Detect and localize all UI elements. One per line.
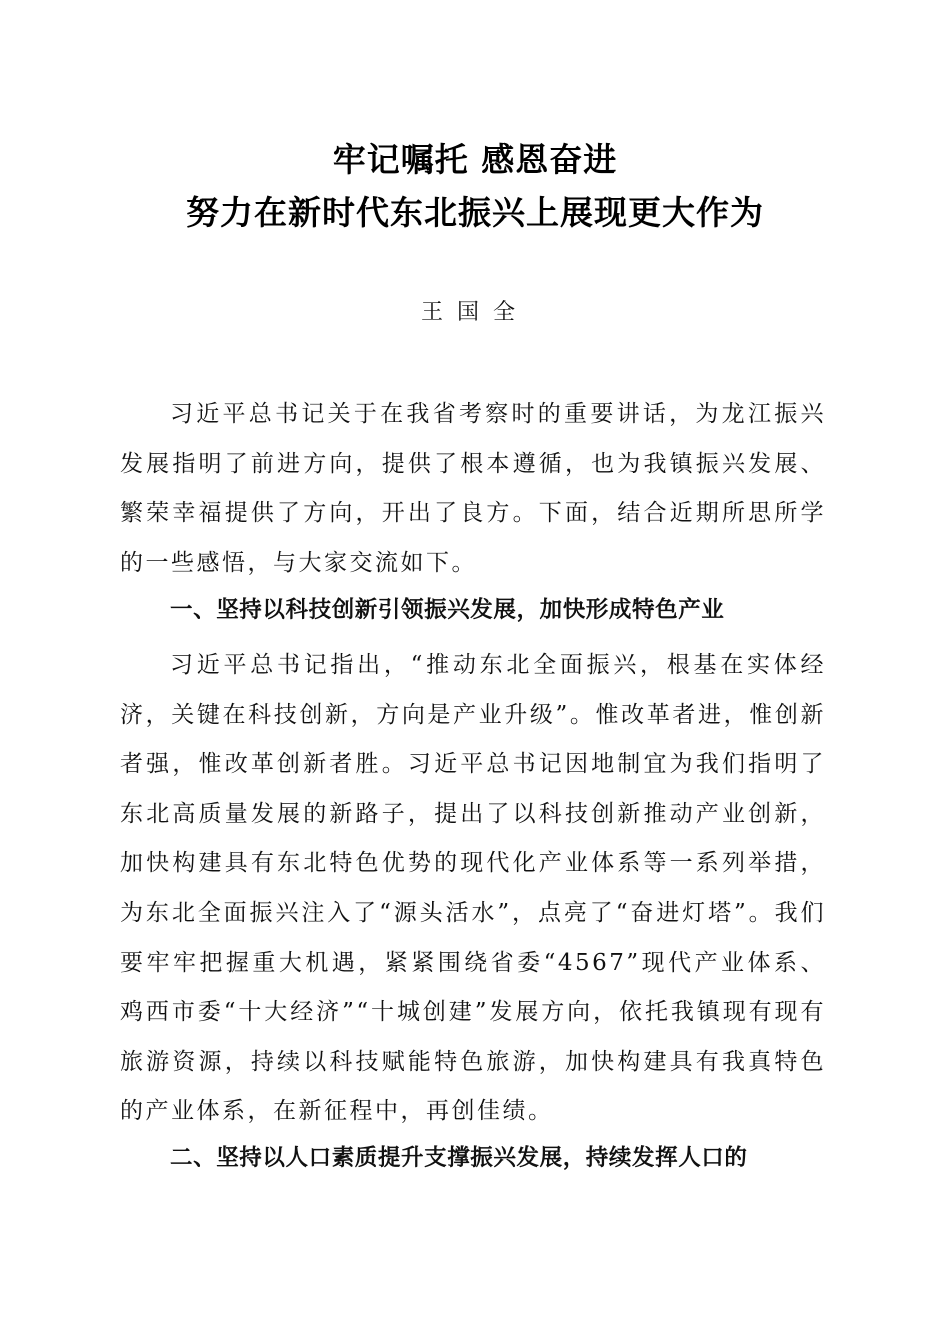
section-2-heading: 二、坚持以人口素质提升支撑振兴发展，持续发挥人口的: [170, 1145, 748, 1171]
author-name: 王国全: [420, 300, 529, 325]
document-title-line-1: 牢记嘱托 感恩奋进: [332, 140, 618, 179]
section-1-heading: 一、坚持以科技创新引领振兴发展，加快形成特色产业: [170, 597, 725, 623]
document-title-line-2: 努力在新时代东北振兴上展现更大作为: [186, 193, 764, 232]
intro-paragraph: 习近平总书记关于在我省考察时的重要讲话，为龙江振兴发展指明了前进方向，提供了根本遵循，也为我镇振兴发展、繁荣幸福提供了方向，开出了良方。下面，结合近期所思所学的一些感悟，与大家交流如下。: [120, 401, 826, 576]
section-1-paragraph: 习近平总书记指出，“推动东北全面振兴，根基在实体经济，关键在科技创新，方向是产业升级”。惟改革者进，惟创新者强，惟改革创新者胜。习近平总书记因地制宜为我们指明了东北高质量发展的新路子，提出了以科技创新推动产业创新，加快构建具有东北特色优势的现代化产业体系等一系列举措，为东北全面振兴注入了“源头活水”，点亮了“奋进灯塔”。我们要牢牢把握重大机遇，紧紧围绕省委“4567”现代产业体系、鸡西市委“十大经济”“十城创建”发展方向，依托我镇现有现有旅游资源，持续以科技赋能特色旅游，加快构建具有我真特色的产业体系，在新征程中，再创佳绩。: [120, 652, 826, 1125]
